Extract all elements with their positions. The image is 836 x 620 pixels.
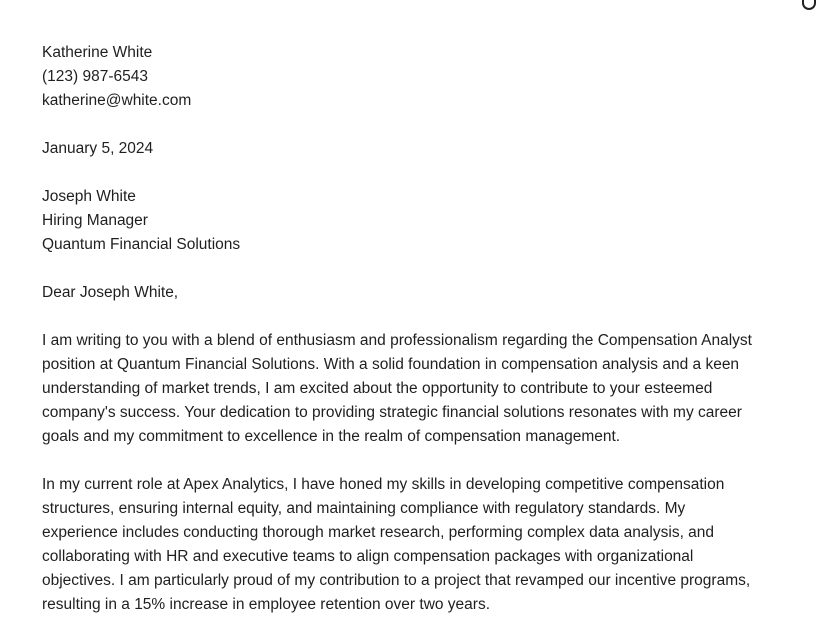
paragraph-line: collaborating with HR and executive teams to align compensation packages with organizational: [42, 548, 694, 565]
paragraph-line: resulting in a 15% increase in employee retention over two years.: [42, 596, 491, 613]
paragraph-line: experience includes conducting thorough market research, performing complex data analysis, and: [42, 524, 715, 541]
paragraph-line: structures, ensuring internal equity, and maintaining compliance with regulatory standards. My: [42, 500, 686, 517]
sender-name: Katherine White: [42, 44, 153, 61]
paragraph-line: goals and my commitment to excellence in the realm of compensation management.: [42, 428, 621, 445]
recipient-company: Quantum Financial Solutions: [42, 236, 241, 253]
salutation-block: [42, 281, 802, 305]
paragraph-line: company's success. Your dedication to providing strategic financial solutions resonates with my career: [42, 404, 742, 421]
paragraph-line: position at Quantum Financial Solutions. With a solid foundation in compensation analysis and a keen: [42, 356, 740, 373]
sender-email: katherine@white.com: [42, 92, 192, 109]
recipient-title: Hiring Manager: [42, 212, 148, 229]
body-paragraph-1: [42, 329, 802, 449]
cover-letter: [42, 41, 802, 620]
letter-date: January 5, 2024: [42, 140, 154, 157]
date-block: [42, 137, 802, 161]
sender-phone: (123) 987-6543: [42, 68, 148, 85]
salutation: Dear Joseph White,: [42, 284, 179, 301]
body-paragraph-2: [42, 473, 802, 617]
paragraph-line: In my current role at Apex Analytics, I have honed my skills in developing competitive compensation: [42, 476, 725, 493]
paragraph-line: understanding of market trends, I am excited about the opportunity to contribute to your esteemed: [42, 380, 713, 397]
paragraph-line: objectives. I am particularly proud of my contribution to a project that revamped our incentive programs,: [42, 572, 751, 589]
cursor-tail-icon: [802, 0, 816, 10]
recipient-name: Joseph White: [42, 188, 136, 205]
sender-block: [42, 41, 802, 113]
paragraph-line: I am writing to you with a blend of enthusiasm and professionalism regarding the Compensation Analyst: [42, 332, 752, 349]
recipient-block: [42, 185, 802, 257]
